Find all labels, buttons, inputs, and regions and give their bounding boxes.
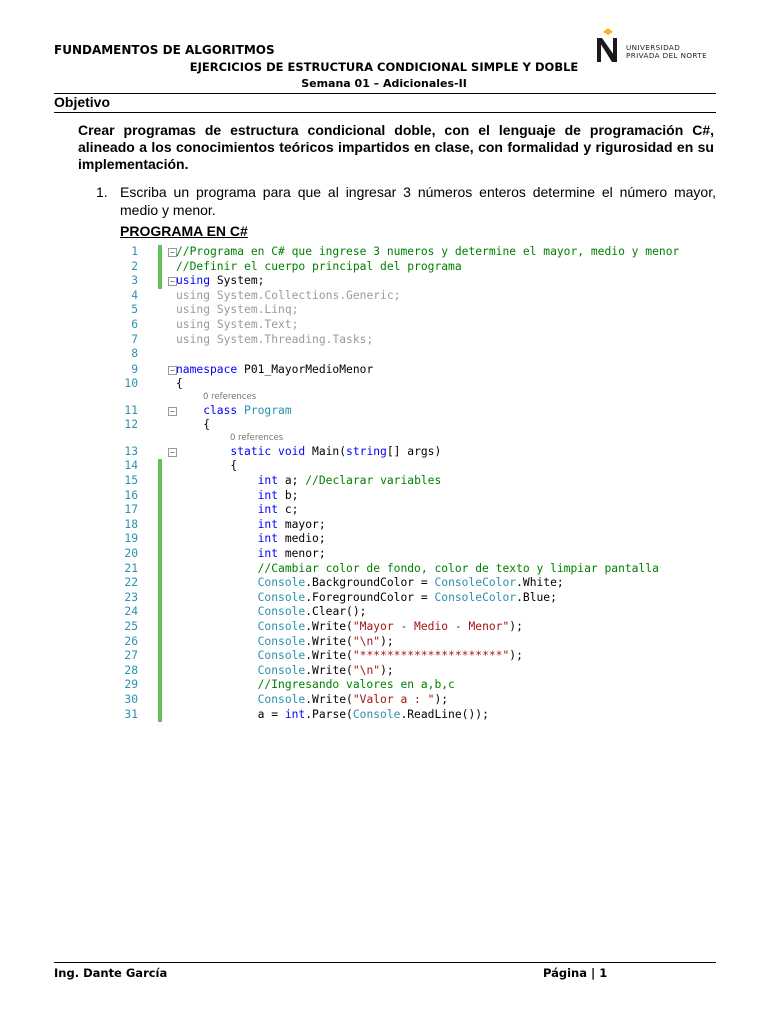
- line-number: 19: [124, 532, 138, 546]
- code-text: int b;: [176, 488, 299, 502]
- code-line: [0, 708, 768, 723]
- code-text: int a; //Declarar variables: [176, 474, 442, 487]
- code-text: class Program: [176, 403, 292, 417]
- code-text: Console.Clear();: [176, 605, 367, 619]
- change-marker: [158, 547, 162, 562]
- code-text: using System.Text;: [176, 318, 299, 331]
- code-line: [0, 333, 768, 348]
- week-label: Semana 01 – Adicionales-II: [301, 77, 467, 90]
- line-number: 7: [131, 332, 138, 346]
- code-line: [0, 503, 768, 518]
- line-number: 20: [124, 547, 138, 560]
- code-text: {: [176, 418, 211, 432]
- change-marker: [158, 708, 162, 723]
- footer-author: Ing. Dante García: [54, 966, 168, 980]
- code-text: //Cambiar color de fondo, color de texto y limpiar pantalla: [176, 561, 659, 575]
- line-number: 4: [131, 288, 138, 302]
- code-text: int menor;: [176, 547, 326, 560]
- references-codelens[interactable]: 0 references: [203, 392, 257, 402]
- page-separator: |: [591, 966, 596, 980]
- university-logo-text: UNIVERSIDAD PRIVADA DEL NORTE: [626, 43, 708, 60]
- exercise-text: Escriba un programa para que al ingresar 3 números enteros determine el número mayor, medio y menor.: [120, 184, 716, 218]
- change-marker: [158, 459, 162, 474]
- code-line: [0, 459, 768, 474]
- code-line: [0, 489, 768, 504]
- line-number: 26: [124, 634, 138, 648]
- change-marker: [158, 693, 162, 708]
- footer-page: [543, 966, 607, 980]
- code-line: [0, 474, 768, 489]
- code-text: int c;: [176, 503, 299, 517]
- code-line: [0, 518, 768, 533]
- change-marker: [158, 620, 162, 635]
- line-number: 12: [124, 418, 138, 432]
- code-line: [0, 562, 768, 577]
- line-number: 5: [131, 303, 138, 317]
- code-line: [0, 635, 768, 650]
- line-number: 2: [131, 259, 138, 273]
- code-line: [0, 547, 768, 562]
- line-number: 11: [124, 403, 138, 417]
- code-text: int medio;: [176, 532, 326, 546]
- code-line: [0, 693, 768, 708]
- line-number: 14: [124, 459, 138, 473]
- line-number: 18: [124, 517, 138, 531]
- code-line: [0, 303, 768, 318]
- code-line: [0, 576, 768, 591]
- line-number: 13: [124, 444, 138, 458]
- university-logo: [592, 28, 717, 64]
- code-line: [0, 404, 768, 419]
- document-subtitle: EJERCICIOS DE ESTRUCTURA CONDICIONAL SIMPLE Y DOBLE: [189, 60, 579, 74]
- line-number: 1: [131, 245, 138, 258]
- line-number: 6: [131, 318, 138, 331]
- code-text: static void Main(string[] args): [176, 444, 442, 458]
- code-text: {: [176, 459, 238, 473]
- change-marker: [158, 518, 162, 533]
- code-text: namespace P01_MayorMedioMenor: [176, 362, 374, 376]
- references-codelens[interactable]: 0 references: [230, 433, 284, 443]
- change-marker: [158, 274, 162, 289]
- exercise-number: 1.: [96, 184, 108, 200]
- change-marker: [158, 260, 162, 275]
- line-number: 10: [124, 377, 138, 391]
- collapse-toggle-icon[interactable]: −: [168, 248, 177, 257]
- code-text: Console.ForegroundColor = ConsoleColor.Blue;: [176, 590, 557, 604]
- collapse-toggle-icon[interactable]: −: [168, 366, 177, 375]
- code-text: int mayor;: [176, 517, 326, 531]
- line-number: 31: [124, 707, 138, 721]
- line-number: 17: [124, 503, 138, 517]
- code-text: a = int.Parse(Console.ReadLine());: [176, 707, 489, 721]
- page-label: Página: [543, 966, 588, 980]
- line-number: 28: [124, 663, 138, 677]
- program-title: PROGRAMA EN C#: [120, 223, 248, 239]
- code-text: using System.Threading.Tasks;: [176, 332, 374, 346]
- university-logo-mark-icon: [594, 28, 622, 64]
- header-rule: [54, 93, 716, 94]
- line-number: 24: [124, 605, 138, 619]
- change-marker: [158, 474, 162, 489]
- code-line: [0, 678, 768, 693]
- line-number: 16: [124, 488, 138, 502]
- line-number: 8: [131, 347, 138, 361]
- code-text: {: [176, 377, 183, 391]
- line-number: 22: [124, 576, 138, 590]
- code-line: [0, 445, 768, 460]
- code-text: using System.Linq;: [176, 303, 299, 317]
- objective-text: Crear programas de estructura condicional doble, con el lenguaje de programación C#, alineado a los conocimientos teóricos impartidos en clase, con formalidad y rigurosidad en su implementación.: [78, 122, 714, 172]
- code-text: using System;: [176, 274, 265, 288]
- change-marker: [158, 245, 162, 260]
- code-text: Console.Write("Mayor - Medio - Menor");: [176, 620, 523, 633]
- code-line: [0, 377, 768, 392]
- line-number: 3: [131, 274, 138, 288]
- change-marker: [158, 532, 162, 547]
- section-rule: [54, 112, 716, 113]
- code-line: [0, 649, 768, 664]
- page-number: 1: [599, 966, 608, 980]
- line-number: 25: [124, 620, 138, 633]
- code-text: //Definir el cuerpo principal del programa: [176, 259, 462, 273]
- code-line: [0, 664, 768, 679]
- code-line: [0, 363, 768, 378]
- line-number: 30: [124, 693, 138, 706]
- code-line: [0, 318, 768, 333]
- section-title-objective: Objetivo: [54, 94, 111, 110]
- change-marker: [158, 605, 162, 620]
- code-line: [0, 289, 768, 304]
- code-line: [0, 591, 768, 606]
- code-line: [0, 418, 768, 433]
- collapse-toggle-icon[interactable]: −: [168, 277, 177, 286]
- line-number: 15: [124, 474, 138, 487]
- change-marker: [158, 576, 162, 591]
- code-text: Console.Write("\n");: [176, 663, 394, 677]
- code-line: [0, 347, 768, 362]
- course-title: FUNDAMENTOS DE ALGORITMOS: [54, 43, 275, 57]
- footer-rule: [54, 962, 716, 963]
- code-text: //Programa en C# que ingrese 3 numeros y determine el mayor, medio y menor: [176, 245, 680, 258]
- code-text: //Ingresando valores en a,b,c: [176, 678, 455, 692]
- code-text: Console.Write("Valor a : ");: [176, 693, 449, 706]
- change-marker: [158, 635, 162, 650]
- line-number: 27: [124, 649, 138, 663]
- line-number: 23: [124, 590, 138, 604]
- change-marker: [158, 562, 162, 577]
- change-marker: [158, 678, 162, 693]
- collapse-toggle-icon[interactable]: −: [168, 448, 177, 457]
- code-text: using System.Collections.Generic;: [176, 288, 401, 302]
- change-marker: [158, 649, 162, 664]
- code-line: [0, 245, 768, 260]
- code-line: [0, 274, 768, 289]
- code-line: [0, 260, 768, 275]
- code-line: [0, 532, 768, 547]
- change-marker: [158, 489, 162, 504]
- line-number: 21: [124, 561, 138, 575]
- code-text: Console.BackgroundColor = ConsoleColor.White;: [176, 576, 564, 590]
- line-number: 9: [131, 362, 138, 376]
- code-line: [0, 605, 768, 620]
- code-line: [0, 620, 768, 635]
- change-marker: [158, 503, 162, 518]
- code-text: Console.Write("\n");: [176, 634, 394, 648]
- line-number: 29: [124, 678, 138, 692]
- change-marker: [158, 591, 162, 606]
- code-text: Console.Write("*********************");: [176, 649, 523, 663]
- collapse-toggle-icon[interactable]: −: [168, 407, 177, 416]
- change-marker: [158, 664, 162, 679]
